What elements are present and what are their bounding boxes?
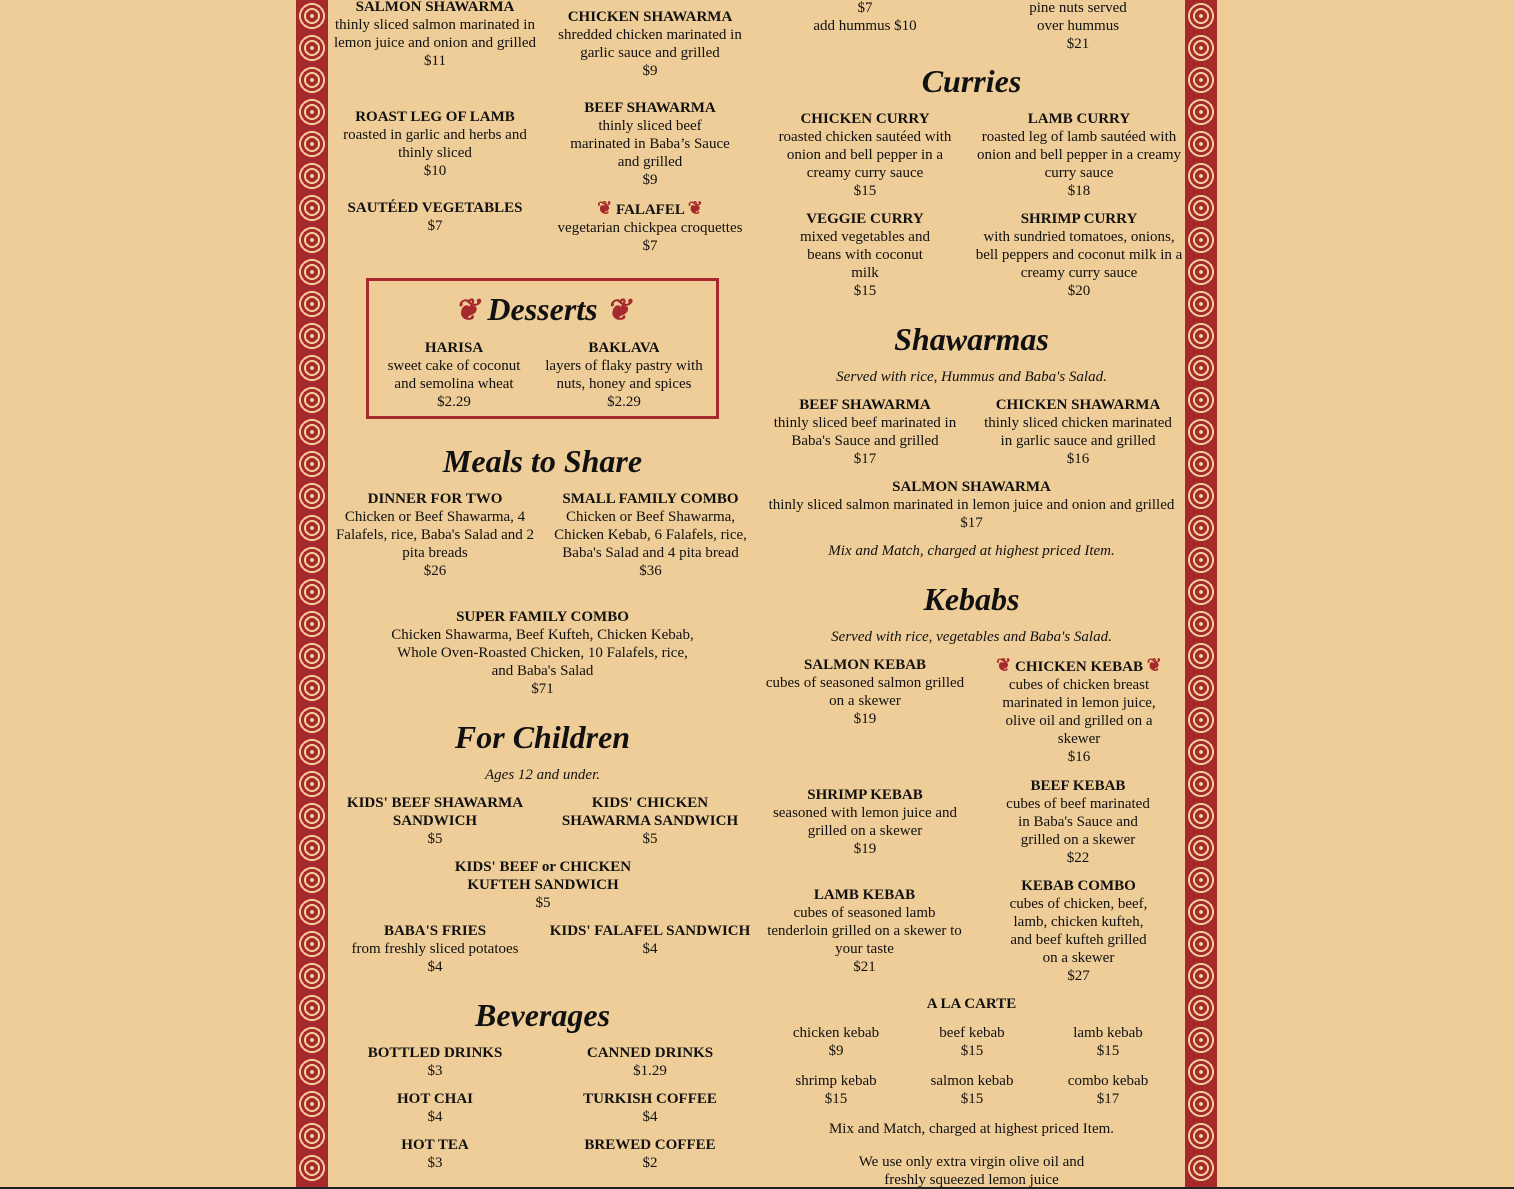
- item-price: $10: [423, 163, 447, 179]
- item-name: SHRIMP CURRY: [1020, 211, 1138, 227]
- item-desc: layers of flaky pastry with nuts, honey and spices: [545, 358, 703, 392]
- menu-item: [550, 1044, 750, 1080]
- a-la-carte-item: [776, 1024, 896, 1060]
- item-price: $4: [642, 1109, 658, 1125]
- section-title-beverages: Beverages: [474, 997, 611, 1033]
- item-price: $18: [1067, 183, 1091, 199]
- menu-item-fragment: [765, 0, 965, 35]
- item-name: combo kebab: [1067, 1073, 1149, 1089]
- item-name: CHICKEN CURRY: [800, 111, 930, 127]
- item-price: $9: [828, 1043, 844, 1059]
- item-name: LAMB KEBAB: [813, 887, 916, 903]
- section-title-meals-to-share: Meals to Share: [442, 443, 643, 479]
- fragment-line: over hummus: [1036, 18, 1120, 34]
- item-price: $5: [535, 895, 551, 911]
- item-name: SAUTÉED VEGETABLES: [347, 200, 523, 216]
- menu-item: [765, 396, 965, 468]
- menu-item-chicken-kebab: [990, 656, 1168, 766]
- item-desc: cubes of chicken breast marinated in lemon juice, olive oil and grilled on a skewer: [1002, 677, 1156, 747]
- a-la-carte-item: [912, 1072, 1032, 1108]
- item-name: KIDS' BEEF or CHICKEN KUFTEH SANDWICH: [454, 859, 632, 893]
- menu-item: [548, 490, 753, 580]
- item-name: salmon kebab: [930, 1073, 1014, 1089]
- item-name: KIDS' CHICKEN SHAWARMA SANDWICH: [561, 795, 739, 829]
- a-la-carte-item: [1048, 1072, 1168, 1108]
- item-price: $15: [960, 1091, 984, 1107]
- item-desc: roasted in garlic and herbs and thinly sliced: [343, 127, 527, 161]
- item-price: $16: [1066, 451, 1090, 467]
- item-desc: Chicken or Beef Shawarma, 4 Falafels, rice, Baba's Salad and 2 pita breads: [335, 509, 535, 561]
- item-desc: thinly sliced beef marinated in Baba's Sauce and grilled: [773, 415, 957, 449]
- fragment-line: pine nuts served: [1029, 0, 1127, 16]
- item-price: $9: [642, 172, 658, 188]
- menu-item: [545, 922, 755, 958]
- item-price: $1.29: [633, 1063, 667, 1079]
- item-name: chicken kebab: [792, 1025, 880, 1041]
- menu-item: [443, 858, 643, 912]
- item-desc: mixed vegetables and beans with coconut milk: [800, 229, 930, 281]
- item-price: $17: [960, 515, 983, 531]
- item-desc: cubes of beef marinated in Baba's Sauce and grilled on a skewer: [1006, 796, 1150, 848]
- chili-pepper-icon: ❦: [454, 294, 480, 327]
- item-desc: shredded chicken marinated in garlic sauce and grilled: [558, 27, 742, 61]
- section-subtitle: A LA CARTE: [926, 996, 1017, 1012]
- menu-item: [762, 886, 967, 976]
- item-desc: cubes of seasoned salmon grilled on a skewer: [765, 675, 965, 709]
- menu-item: [1003, 777, 1153, 867]
- menu-item: [335, 794, 535, 848]
- item-price: $7: [427, 218, 443, 234]
- a-la-carte-title: [760, 995, 1183, 1013]
- item-name-row: [990, 656, 1168, 676]
- menu-item: [335, 922, 535, 976]
- item-name: DINNER FOR TWO: [367, 491, 503, 507]
- item-price: $3: [427, 1063, 443, 1079]
- menu-item: [770, 110, 960, 200]
- item-price: $21: [853, 959, 876, 975]
- chili-pepper-icon: ❦: [687, 198, 703, 218]
- closing-line: We use only extra virgin olive oil and: [858, 1154, 1085, 1170]
- item-name: HARISA: [424, 340, 484, 356]
- menu-item: [800, 210, 930, 300]
- menu-item: [330, 0, 540, 70]
- chili-pepper-icon: ❦: [597, 198, 613, 218]
- menu-item: [760, 478, 1183, 532]
- menu-item: [335, 1136, 535, 1172]
- a-la-carte-item: [776, 1072, 896, 1108]
- menu-item: [975, 110, 1183, 200]
- closing-line: freshly squeezed lemon juice: [884, 1172, 1059, 1188]
- a-la-carte-item: [1048, 1024, 1168, 1060]
- item-desc: from freshly sliced potatoes: [351, 941, 519, 957]
- menu-item: [550, 1090, 750, 1126]
- item-desc: thinly sliced salmon marinated in lemon juice and onion and grilled: [768, 497, 1175, 513]
- desserts-box: [366, 278, 719, 419]
- item-price: $3: [427, 1155, 443, 1171]
- item-name: SHRIMP KEBAB: [807, 787, 923, 803]
- item-name: VEGGIE CURRY: [806, 211, 924, 227]
- item-name: beef kebab: [939, 1025, 1005, 1041]
- item-name: HOT CHAI: [397, 1091, 473, 1107]
- item-price: $27: [1067, 968, 1090, 984]
- item-price: $19: [853, 711, 877, 727]
- item-name: BAKLAVA: [588, 340, 660, 356]
- item-name: lamb kebab: [1073, 1025, 1143, 1041]
- item-price: $20: [1067, 283, 1091, 299]
- item-desc: roasted chicken sautéed with onion and bell pepper in a creamy curry sauce: [778, 129, 952, 181]
- item-name-row: [550, 199, 750, 219]
- decorative-border-right: [1185, 0, 1217, 1189]
- item-desc: with sundried tomatoes, onions, bell peppers and coconut milk in a creamy curry sauce: [975, 229, 1183, 281]
- menu-item: [539, 339, 709, 411]
- section-title-kebabs: Kebabs: [923, 581, 1020, 617]
- menu-item: [760, 656, 970, 728]
- a-la-carte-footnote: Mix and Match, charged at highest priced Item.: [828, 1121, 1115, 1137]
- item-price: $15: [853, 283, 877, 299]
- item-price: $15: [853, 183, 877, 199]
- item-name: shrimp kebab: [795, 1073, 877, 1089]
- section-title-for-children: For Children: [454, 719, 631, 755]
- section-note: Ages 12 and under.: [485, 767, 600, 783]
- item-name: TURKISH COFFEE: [583, 1091, 717, 1107]
- item-desc: seasoned with lemon juice and grilled on a skewer: [772, 805, 958, 839]
- menu-item-fragment: [978, 0, 1178, 53]
- menu-item: [765, 786, 965, 858]
- item-desc: Chicken Shawarma, Beef Kufteh, Chicken Kebab, Whole Oven-Roasted Chicken, 10 Falafels, rice, and Baba's Salad: [391, 627, 694, 679]
- menu-item: [379, 339, 529, 411]
- item-name: SUPER FAMILY COMBO: [456, 609, 629, 625]
- item-name: BEEF SHAWARMA: [584, 100, 716, 116]
- item-price: $5: [427, 831, 443, 847]
- item-price: $22: [1066, 850, 1090, 866]
- item-name: KEBAB COMBO: [1021, 878, 1136, 894]
- menu-item: [1006, 877, 1151, 985]
- item-name: SMALL FAMILY COMBO: [562, 491, 739, 507]
- item-name: SALMON SHAWARMA: [355, 0, 515, 15]
- item-name: BREWED COFFEE: [584, 1137, 716, 1153]
- section-title-desserts: [369, 291, 716, 329]
- item-desc: thinly sliced beef marinated in Baba’s Sauce and grilled: [570, 118, 730, 170]
- menu-item: [570, 99, 730, 189]
- menu-item: [978, 396, 1178, 468]
- section-note: Served with rice, Hummus and Baba's Salad.: [836, 369, 1107, 385]
- item-desc: vegetarian chickpea croquettes: [557, 220, 743, 236]
- item-price: $2.29: [607, 394, 641, 410]
- item-name: BOTTLED DRINKS: [367, 1045, 503, 1061]
- item-name: ROAST LEG OF LAMB: [355, 109, 515, 125]
- item-price: $7: [642, 238, 658, 254]
- menu-item: [555, 794, 745, 848]
- item-price: $16: [1067, 749, 1091, 765]
- fragment-line: add hummus $10: [813, 18, 917, 34]
- menu-item: [550, 8, 750, 80]
- item-price: $71: [531, 681, 554, 697]
- section-title-shawarmas: Shawarmas: [894, 321, 1049, 357]
- item-name: CANNED DRINKS: [586, 1045, 714, 1061]
- item-price: $9: [642, 63, 658, 79]
- item-price: $4: [427, 959, 443, 975]
- item-name: BEEF KEBAB: [1030, 778, 1126, 794]
- closing-statement: [760, 1153, 1183, 1189]
- item-name: SALMON KEBAB: [803, 657, 927, 673]
- chili-pepper-icon: ❦: [996, 655, 1012, 675]
- item-price: $4: [642, 941, 658, 957]
- a-la-carte-item: [912, 1024, 1032, 1060]
- item-price: $17: [1096, 1091, 1120, 1107]
- section-note: Served with rice, vegetables and Baba's Salad.: [831, 629, 1112, 645]
- chili-pepper-icon: ❦: [1146, 655, 1162, 675]
- menu-item-falafel: [550, 199, 750, 255]
- item-desc: sweet cake of coconut and semolina wheat: [387, 358, 521, 392]
- item-price: $5: [642, 831, 658, 847]
- item-name: KIDS' BEEF SHAWARMA SANDWICH: [346, 795, 524, 829]
- menu-item: [335, 199, 535, 235]
- item-desc: roasted leg of lamb sautéed with onion and bell pepper in a creamy curry sauce: [976, 129, 1182, 181]
- item-price: $17: [853, 451, 877, 467]
- menu-item: [975, 210, 1183, 300]
- section-title-text: Desserts: [487, 291, 598, 327]
- item-price: $15: [960, 1043, 984, 1059]
- item-desc: thinly sliced chicken marinated in garlic sauce and grilled: [984, 415, 1172, 449]
- item-name: LAMB CURRY: [1027, 111, 1131, 127]
- section-title-curries: Curries: [921, 63, 1022, 99]
- item-desc: cubes of seasoned lamb tenderloin grilled on a skewer to your taste: [767, 905, 962, 957]
- menu-item: [550, 1136, 750, 1172]
- item-price: $36: [639, 563, 662, 579]
- section-footnote: Mix and Match, charged at highest priced Item.: [828, 543, 1115, 559]
- item-price: $15: [1096, 1043, 1120, 1059]
- item-price: $26: [423, 563, 447, 579]
- item-name: BABA'S FRIES: [383, 923, 487, 939]
- item-desc: Chicken or Beef Shawarma, Chicken Kebab, 6 Falafels, rice, Baba's Salad and 4 pita bread: [554, 509, 747, 561]
- item-price: $2: [642, 1155, 658, 1171]
- menu-item: [335, 108, 535, 180]
- menu-item: [335, 1090, 535, 1126]
- menu-item: [330, 490, 540, 580]
- item-name: SALMON SHAWARMA: [892, 479, 1051, 495]
- menu-item: [335, 1044, 535, 1080]
- decorative-border-left: [296, 0, 328, 1189]
- item-name: KIDS' FALAFEL SANDWICH: [549, 923, 751, 939]
- item-price: $15: [824, 1091, 848, 1107]
- item-price: $2.29: [437, 394, 471, 410]
- chili-pepper-icon: ❦: [605, 294, 631, 327]
- item-name: BEEF SHAWARMA: [799, 397, 931, 413]
- item-name: FALAFEL: [615, 202, 685, 218]
- menu-item: [385, 608, 700, 698]
- item-name: CHICKEN SHAWARMA: [567, 9, 733, 25]
- fragment-line: $21: [1066, 36, 1090, 52]
- item-price: $19: [853, 841, 877, 857]
- item-desc: cubes of chicken, beef, lamb, chicken kufteh, and beef kufteh grilled on a skewer: [1009, 896, 1148, 966]
- item-price: $11: [424, 53, 446, 69]
- item-price: $4: [427, 1109, 443, 1125]
- item-name: CHICKEN KEBAB: [1015, 659, 1143, 675]
- item-name: CHICKEN SHAWARMA: [995, 397, 1161, 413]
- fragment-line: $7: [857, 0, 873, 16]
- item-name: HOT TEA: [401, 1137, 469, 1153]
- item-desc: thinly sliced salmon marinated in lemon juice and onion and grilled: [333, 17, 537, 51]
